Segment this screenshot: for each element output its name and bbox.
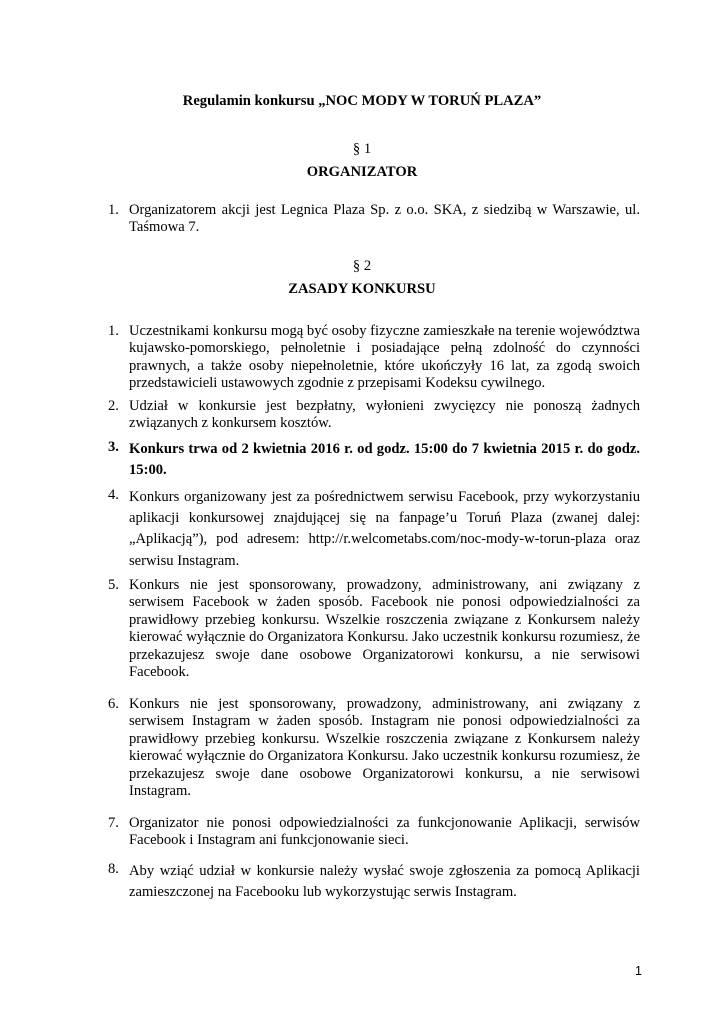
list-item [108,815,640,850]
list-item-number: 4. [108,487,119,503]
list-item [108,696,640,800]
list-item-bold [108,439,640,481]
list-item-text: Konkurs nie jest sponsorowany, prowadzony, administrowany, ani związany z serwisem Facebook w żaden sposób. Facebook nie ponosi odpowiedzialności za prawidłowy przebieg konkursu. Wszelkie roszczenia związane z Konkursem należy kierować wyłącznie do Organizatora Konkursu. Jako uczestnik konkursu rozumiesz, że przekazujesz swoje dane osobowe Organizatorowi konkursu, a nie serwisowi Facebook. [129,577,640,681]
list-item [108,577,640,681]
section-heading-organizator: ORGANIZATOR [306,164,418,180]
list-item-number: 6. [108,696,119,712]
list-item-number: 1. [108,202,119,218]
list-item [108,398,640,433]
list-item-number: 5. [108,577,119,593]
list-item-number: 7. [108,815,119,831]
document-title: Regulamin konkursu „NOC MODY W TORUŃ PLAZA” [182,93,542,109]
list-item-text: Organizator nie ponosi odpowiedzialności za funkcjonowanie Aplikacji, serwisów Facebook i Instagram ani funkcjonowanie sieci. [129,815,640,849]
section-heading-zasady: ZASADY KONKURSU [288,281,436,297]
list-item-text: Konkurs organizowany jest za pośrednictwem serwisu Facebook, przy wykorzystaniu aplikacji konkursowej znajdującej się na fanpage’u Toruń Plaza (zwanej dalej: „Aplikacją”), pod adresem: http://r.welcometabs.com/noc-mody-w-torun-plaza oraz serwisu Instagram. [129,489,640,569]
page-number: 1 [635,964,642,978]
list-item-number: 1. [108,323,119,339]
list-item-number: 3. [108,439,119,455]
section-number-1: § 1 [352,141,372,157]
list-item [108,323,640,393]
list-item-text: Aby wziąć udział w konkursie należy wysłać swoje zgłoszenia za pomocą Aplikacji zamieszczonej na Facebooku lub wykorzystując serwis Instagram. [129,863,640,901]
list-item-text: Konkurs trwa od 2 kwietnia 2016 r. od godz. 15:00 do 7 kwietnia 2015 r. do godz. 15:00. [129,441,640,479]
list-item-number: 2. [108,398,119,414]
list-item-text: Udział w konkursie jest bezpłatny, wyłonieni zwycięzcy nie ponoszą żadnych związanych z konkursem kosztów. [129,398,640,432]
list-item [108,202,640,237]
list-item-text: Organizatorem akcji jest Legnica Plaza Sp. z o.o. SKA, z siedzibą w Warszawie, ul. Taśmowa 7. [129,202,640,236]
list-item-text: Uczestnikami konkursu mogą być osoby fizyczne zamieszkałe na terenie województwa kujawsko-pomorskiego, pełnoletnie i posiadające pełną zdolność do czynności prawnych, a także osoby niepełnoletnie, które ukończyły 16 lat, za zgodą swoich przedstawicieli ustawowych zgodnie z przepisami Kodeksu cywilnego. [129,323,640,392]
list-item-text: Konkurs nie jest sponsorowany, prowadzony, administrowany, ani związany z serwisem Instagram w żaden sposób. Instagram nie ponosi odpowiedzialności za prawidłowy przebieg konkursu. Wszelkie roszczenia związane z Konkursem należy kierować wyłącznie do Organizatora Konkursu. Jako uczestnik konkursu rozumiesz, że przekazujesz swoje dane osobowe Organizatorowi konkursu, a nie serwisowi Instagram. [129,696,640,800]
section-number-2: § 2 [352,258,372,274]
list-item-number: 8. [108,861,119,877]
list-item [108,861,640,903]
list-item [108,487,640,572]
